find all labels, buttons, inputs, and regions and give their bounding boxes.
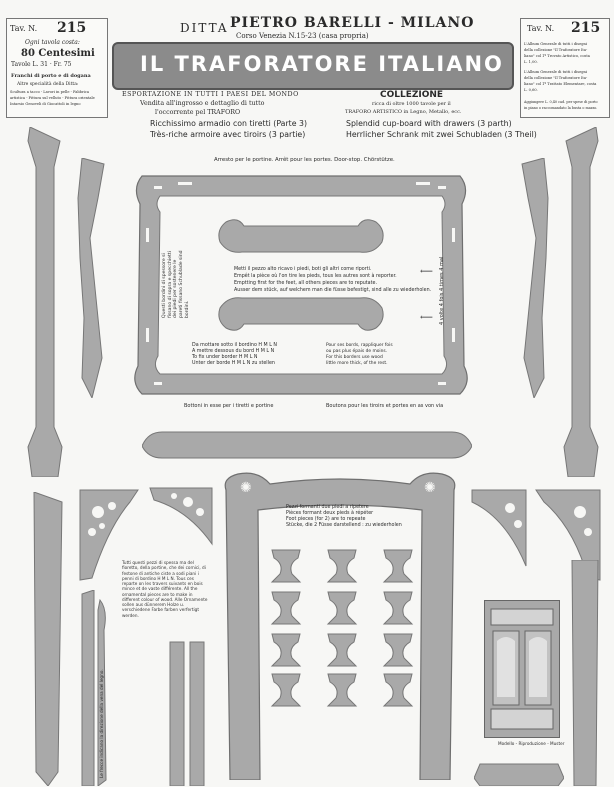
bottom-right-bar	[474, 758, 564, 786]
pour-3: For this borders use wood	[326, 355, 383, 360]
feet-note-de: Ausser dem stück, auf welchem man die füsse befestigt, sind alle zu wiederholen.	[234, 288, 432, 293]
title-french: Très-riche armoire avec tiroirs (3 partie)	[150, 130, 306, 139]
company-name: PIETRO BARELLI - MILANO	[230, 15, 475, 31]
banner-title: IL TRAFORATORE ITALIANO	[140, 52, 504, 76]
title-banner	[112, 42, 514, 90]
left-pillar-piece	[24, 127, 66, 477]
mottare-3: To fix under border H M L N	[192, 355, 258, 360]
pour-2: ou pas plus épais de moins.	[326, 349, 388, 354]
right-line-2: della collezione "Il Traforatore Ita-	[524, 48, 588, 52]
arrow-right-2: ⟵	[420, 313, 433, 323]
left-curved-leg	[72, 158, 112, 398]
arrow-right-1: ⟵	[420, 267, 433, 277]
pour-1: Pour ses bords, rappliquer fois	[326, 343, 393, 348]
model-label: Modello - Riproduzione - Muster	[498, 741, 565, 746]
title-german: Herrlicher Schrank mit zwei Schubladen (3 Theil)	[346, 130, 537, 139]
mid-left-pillars	[164, 640, 210, 786]
tav-number-left: 215	[57, 20, 87, 36]
middle-bracket-piece	[148, 486, 214, 548]
header-right-box	[520, 18, 610, 118]
feet-pieces-grid	[270, 548, 418, 710]
price-line-3: Altre specialità della Ditta:	[17, 82, 79, 87]
right-curved-leg	[514, 158, 554, 398]
right-line-8: L. 0,60.	[524, 88, 538, 92]
pieces-it: Pezzi formanti due piedi a ripetere	[286, 505, 369, 510]
tav-label-right: Tav. N.	[527, 24, 555, 33]
bottoni-it: Bottoni in esse per i tiretti e portine	[184, 403, 274, 409]
title-italian: Ricchissimo armadio con tiretti (Parte 3)	[150, 119, 307, 128]
side-note-text: Questi bordini di spessore si fissano di sopra e specchietti dei piedi per sostenere le pareti fissano Schublade sind bordini.	[162, 250, 190, 318]
horizontal-bar-piece	[142, 426, 472, 464]
model-illustration	[484, 600, 560, 738]
right-vertical-note: 4 volte 4 fois 4 times 4 mal	[439, 256, 445, 325]
company-address: Corso Venezia N.15-23 (casa propria)	[236, 32, 369, 40]
sale-line: Vendita all'ingrosso e dettaglio di tutto	[140, 100, 265, 107]
pieces-en: Foot pieces (for 2) are to repeate	[286, 517, 366, 522]
feet-note-fr: Empêt la pièce où l'on tire les pieds, tous les autres sont à reporter.	[234, 274, 397, 279]
pieces-de: Stücke, die 2 Füsse darstellend : zu wiederholen	[286, 523, 402, 528]
price-line-2: Franchi di porto e di dogana	[11, 73, 91, 79]
right-line-6: della collezione "Il Traforatore Ita-	[524, 76, 588, 80]
price-line-4: Scultura a tacco - Lavori in pelle - Fabbrica	[10, 90, 89, 94]
right-line-1: L'Album Generale di tutti i disegni	[524, 42, 588, 46]
title-english: Splendid cup-board with drawers (3 parth)	[346, 119, 512, 128]
tutti-pezzi-note	[122, 560, 210, 618]
export-line: ESPORTAZIONE IN TUTTI I PAESI DEL MONDO	[122, 91, 299, 98]
tav-number-right: 215	[571, 20, 601, 36]
right-line-7: liano" col 1º Trattato Elementare, costa	[524, 82, 597, 86]
collection-label: COLLEZIONE	[380, 90, 444, 100]
right-line-4: L. 1,00.	[524, 60, 538, 64]
price: 80 Centesimi	[21, 48, 95, 59]
price-intro: Ogni tavola costa:	[25, 39, 80, 46]
bottoni-fr: Boutons pour les tiroirs et portes en as von via	[326, 403, 444, 409]
right-bracket-1	[470, 488, 528, 568]
right-line-9: Aggiungere L. 0,40 cad. per spese di porto	[524, 100, 598, 104]
right-line-5: L'Album Generale di tutti i disegni	[524, 70, 588, 74]
header-left-box	[6, 18, 108, 118]
right-line-10: in piano o raccomandato la busta o mazzo.	[524, 106, 598, 110]
tutti-pezzi-text: Tutti questi pezzi di spessa ma del fioretto, della portine, che dei cornici, di festone di antiche ciste a sodi piani i penni di bordino H M L N. Tous ces reparte on les travers suivants en bois mince et de vaste différente. All the ornamental pieces are to make in different colour of wood. Alle Ornamente sollen aus dünnerem Holze u. verschiedene Farbe farben verfertigt werden.	[122, 560, 208, 618]
mottare-1: Da mottare sotto il bordino H M L N	[192, 343, 277, 348]
side-note-vertical	[162, 248, 191, 318]
collection-sub: ricca di oltre 1000 tavole per il	[372, 101, 451, 107]
right-line-3: liano" col 1º Trovato Artistico, costa	[524, 54, 590, 58]
svg-text:✺: ✺	[424, 480, 436, 496]
tav-label-left: Tav. N.	[10, 24, 38, 33]
mottare-4: Unter der borde H M L N zu stellen	[192, 361, 275, 366]
svg-text:✺: ✺	[240, 480, 252, 496]
pour-4: little more thick, of the rest.	[326, 361, 388, 366]
inner-top-ornament	[214, 212, 388, 260]
door-stop-label: Arresto per le portine. Arrêt pour les portes. Door-stop. Chörstütze.	[214, 157, 395, 163]
needs-line: l'occorrente pel TRAFORO	[155, 109, 241, 116]
bottom-right-strip	[566, 560, 602, 786]
price-line-1: Tavole L. 31 · Fr. 75	[11, 61, 72, 68]
right-pillar-piece	[560, 127, 602, 477]
price-line-5: artistica - Pittura sul velluto - Pittura orientale	[10, 96, 95, 100]
inner-bottom-ornament	[214, 290, 388, 338]
price-line-6: Intarsio Genoveli di Giocattoli in legno	[10, 102, 81, 106]
bottom-left-strip	[30, 492, 66, 786]
bottom-vertical-note: Le frecce indicano la direzione della vena del legno.	[99, 669, 104, 778]
pieces-fr: Pièces formant deux pieds à répéter	[286, 511, 374, 516]
feet-note-en: Emptting first for the feet, all others pieces are to reputate.	[234, 281, 377, 286]
feet-note-it: Metti il pezzo alto ricavo i piedi, boti gli altri come riporti.	[234, 267, 372, 272]
ditta-label: DITTA	[180, 21, 229, 35]
collection-sub2: TRAFORO ARTISTICO in Legno, Metallo, ecc.	[345, 109, 462, 115]
mottare-2: A mettre dessous du bord H M L N	[192, 349, 275, 354]
